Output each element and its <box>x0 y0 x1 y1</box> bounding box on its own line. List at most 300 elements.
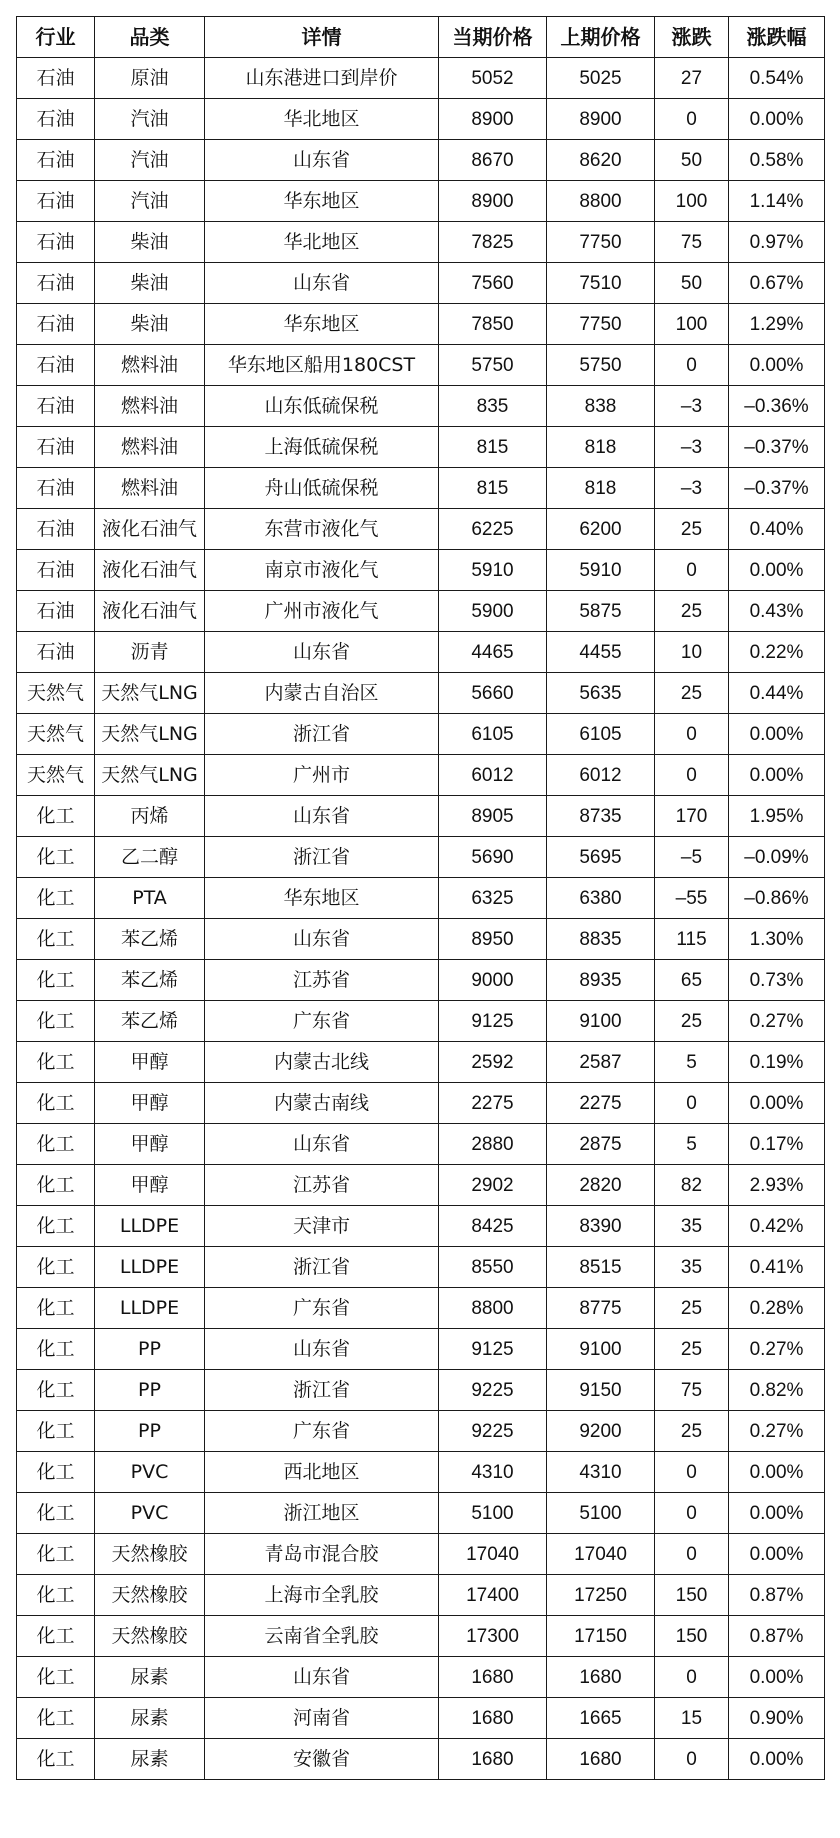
table-row <box>17 1083 825 1124</box>
cell-industry: 化工 <box>17 919 95 960</box>
column-header-current-price: 当期价格 <box>439 17 547 58</box>
cell-category: PP <box>95 1329 205 1370</box>
table-row <box>17 140 825 181</box>
cell-category: 柴油 <box>95 222 205 263</box>
cell-industry: 化工 <box>17 1001 95 1042</box>
cell-industry: 石油 <box>17 468 95 509</box>
cell-industry: 化工 <box>17 1657 95 1698</box>
cell-previous-price: 8620 <box>547 140 655 181</box>
cell-category: 汽油 <box>95 140 205 181</box>
cell-category: 尿素 <box>95 1657 205 1698</box>
cell-previous-price: 1665 <box>547 1698 655 1739</box>
cell-current-price: 9125 <box>439 1001 547 1042</box>
cell-industry: 石油 <box>17 386 95 427</box>
cell-previous-price: 1680 <box>547 1739 655 1780</box>
cell-current-price: 6105 <box>439 714 547 755</box>
cell-change-percent: 0.00% <box>729 1657 825 1698</box>
table-row <box>17 837 825 878</box>
cell-previous-price: 7750 <box>547 222 655 263</box>
cell-change: 0 <box>655 755 729 796</box>
cell-detail: 天津市 <box>205 1206 439 1247</box>
cell-change: 5 <box>655 1042 729 1083</box>
table-row <box>17 99 825 140</box>
cell-industry: 石油 <box>17 304 95 345</box>
cell-category: 苯乙烯 <box>95 1001 205 1042</box>
cell-detail: 华东地区船用180CST <box>205 345 439 386</box>
cell-change-percent: 0.43% <box>729 591 825 632</box>
cell-detail: 浙江省 <box>205 714 439 755</box>
cell-change: –3 <box>655 427 729 468</box>
cell-previous-price: 2875 <box>547 1124 655 1165</box>
table-row <box>17 1247 825 1288</box>
cell-detail: 山东省 <box>205 1329 439 1370</box>
table-row <box>17 1452 825 1493</box>
cell-current-price: 1680 <box>439 1657 547 1698</box>
cell-industry: 化工 <box>17 1124 95 1165</box>
cell-change: 170 <box>655 796 729 837</box>
cell-detail: 上海低硫保税 <box>205 427 439 468</box>
cell-previous-price: 7510 <box>547 263 655 304</box>
cell-category: 燃料油 <box>95 386 205 427</box>
cell-current-price: 7850 <box>439 304 547 345</box>
cell-detail: 南京市液化气 <box>205 550 439 591</box>
cell-detail: 浙江省 <box>205 1247 439 1288</box>
cell-change: 25 <box>655 1001 729 1042</box>
cell-detail: 江苏省 <box>205 960 439 1001</box>
cell-change-percent: 0.58% <box>729 140 825 181</box>
cell-change-percent: 1.95% <box>729 796 825 837</box>
header-row <box>17 17 825 58</box>
cell-previous-price: 9200 <box>547 1411 655 1452</box>
cell-industry: 石油 <box>17 550 95 591</box>
cell-change: 150 <box>655 1616 729 1657</box>
cell-industry: 石油 <box>17 427 95 468</box>
table-row <box>17 1534 825 1575</box>
table-row <box>17 509 825 550</box>
cell-change-percent: 0.54% <box>729 58 825 99</box>
cell-change: 0 <box>655 1083 729 1124</box>
cell-previous-price: 9100 <box>547 1329 655 1370</box>
cell-current-price: 5910 <box>439 550 547 591</box>
cell-detail: 西北地区 <box>205 1452 439 1493</box>
cell-previous-price: 8800 <box>547 181 655 222</box>
cell-previous-price: 5875 <box>547 591 655 632</box>
cell-change: 27 <box>655 58 729 99</box>
cell-change-percent: 0.00% <box>729 345 825 386</box>
cell-previous-price: 8735 <box>547 796 655 837</box>
table-row <box>17 796 825 837</box>
table-row <box>17 1411 825 1452</box>
cell-previous-price: 1680 <box>547 1657 655 1698</box>
cell-change: 0 <box>655 1534 729 1575</box>
cell-detail: 华东地区 <box>205 878 439 919</box>
cell-change-percent: 0.97% <box>729 222 825 263</box>
cell-previous-price: 8390 <box>547 1206 655 1247</box>
cell-previous-price: 2820 <box>547 1165 655 1206</box>
table-row <box>17 1124 825 1165</box>
cell-change: –55 <box>655 878 729 919</box>
cell-previous-price: 2275 <box>547 1083 655 1124</box>
cell-industry: 石油 <box>17 345 95 386</box>
cell-current-price: 9125 <box>439 1329 547 1370</box>
cell-industry: 石油 <box>17 632 95 673</box>
cell-change-percent: 0.27% <box>729 1411 825 1452</box>
cell-industry: 化工 <box>17 1575 95 1616</box>
cell-current-price: 5052 <box>439 58 547 99</box>
cell-change: –5 <box>655 837 729 878</box>
cell-current-price: 2880 <box>439 1124 547 1165</box>
cell-industry: 化工 <box>17 1493 95 1534</box>
table-row <box>17 1370 825 1411</box>
table-row <box>17 181 825 222</box>
cell-current-price: 815 <box>439 468 547 509</box>
cell-industry: 天然气 <box>17 755 95 796</box>
cell-detail: 广州市液化气 <box>205 591 439 632</box>
cell-change: 65 <box>655 960 729 1001</box>
table-row <box>17 1001 825 1042</box>
table-row <box>17 1739 825 1780</box>
cell-category: 甲醇 <box>95 1165 205 1206</box>
cell-change-percent: –0.37% <box>729 468 825 509</box>
cell-current-price: 6325 <box>439 878 547 919</box>
cell-category: PTA <box>95 878 205 919</box>
table-row <box>17 755 825 796</box>
cell-change: 0 <box>655 550 729 591</box>
cell-category: 柴油 <box>95 263 205 304</box>
cell-change: 82 <box>655 1165 729 1206</box>
table-row <box>17 1616 825 1657</box>
table-row <box>17 427 825 468</box>
column-header-previous-price: 上期价格 <box>547 17 655 58</box>
cell-current-price: 8900 <box>439 181 547 222</box>
cell-change: 75 <box>655 1370 729 1411</box>
cell-change-percent: 0.27% <box>729 1329 825 1370</box>
cell-category: PP <box>95 1370 205 1411</box>
cell-industry: 石油 <box>17 181 95 222</box>
cell-current-price: 5750 <box>439 345 547 386</box>
cell-previous-price: 6380 <box>547 878 655 919</box>
cell-current-price: 7825 <box>439 222 547 263</box>
cell-industry: 石油 <box>17 509 95 550</box>
table-body <box>17 58 825 1780</box>
cell-category: 液化石油气 <box>95 509 205 550</box>
cell-detail: 安徽省 <box>205 1739 439 1780</box>
cell-category: 天然橡胶 <box>95 1575 205 1616</box>
cell-industry: 石油 <box>17 222 95 263</box>
cell-category: 天然橡胶 <box>95 1534 205 1575</box>
table-row <box>17 386 825 427</box>
cell-change-percent: 1.14% <box>729 181 825 222</box>
cell-previous-price: 9150 <box>547 1370 655 1411</box>
cell-detail: 山东省 <box>205 140 439 181</box>
cell-current-price: 8800 <box>439 1288 547 1329</box>
cell-change-percent: 1.30% <box>729 919 825 960</box>
cell-category: 燃料油 <box>95 427 205 468</box>
cell-previous-price: 818 <box>547 468 655 509</box>
cell-industry: 化工 <box>17 1042 95 1083</box>
cell-category: 燃料油 <box>95 468 205 509</box>
cell-previous-price: 8900 <box>547 99 655 140</box>
cell-change: 35 <box>655 1206 729 1247</box>
cell-industry: 化工 <box>17 1165 95 1206</box>
cell-change: 75 <box>655 222 729 263</box>
cell-category: 天然气LNG <box>95 673 205 714</box>
cell-category: 尿素 <box>95 1698 205 1739</box>
cell-detail: 山东省 <box>205 1657 439 1698</box>
cell-change: 25 <box>655 509 729 550</box>
cell-industry: 石油 <box>17 58 95 99</box>
table-row <box>17 632 825 673</box>
cell-current-price: 6225 <box>439 509 547 550</box>
cell-previous-price: 5695 <box>547 837 655 878</box>
cell-change-percent: 0.00% <box>729 99 825 140</box>
cell-category: 苯乙烯 <box>95 919 205 960</box>
cell-change-percent: 0.00% <box>729 1739 825 1780</box>
cell-change: 0 <box>655 1739 729 1780</box>
cell-detail: 上海市全乳胶 <box>205 1575 439 1616</box>
table-row <box>17 1288 825 1329</box>
cell-current-price: 8905 <box>439 796 547 837</box>
cell-change-percent: –0.36% <box>729 386 825 427</box>
cell-current-price: 5100 <box>439 1493 547 1534</box>
table-row <box>17 58 825 99</box>
cell-industry: 化工 <box>17 1370 95 1411</box>
cell-detail: 山东低硫保税 <box>205 386 439 427</box>
cell-change-percent: 0.17% <box>729 1124 825 1165</box>
cell-industry: 化工 <box>17 1739 95 1780</box>
cell-category: 液化石油气 <box>95 550 205 591</box>
cell-previous-price: 5100 <box>547 1493 655 1534</box>
table-row <box>17 468 825 509</box>
cell-category: 原油 <box>95 58 205 99</box>
cell-category: PP <box>95 1411 205 1452</box>
cell-category: 汽油 <box>95 181 205 222</box>
cell-change-percent: 0.40% <box>729 509 825 550</box>
table-container <box>16 16 825 1780</box>
cell-industry: 天然气 <box>17 714 95 755</box>
cell-change-percent: 0.00% <box>729 1083 825 1124</box>
cell-change-percent: 0.00% <box>729 1534 825 1575</box>
cell-current-price: 1680 <box>439 1698 547 1739</box>
table-row <box>17 263 825 304</box>
cell-detail: 广东省 <box>205 1411 439 1452</box>
table-row <box>17 714 825 755</box>
cell-change: 10 <box>655 632 729 673</box>
cell-category: 燃料油 <box>95 345 205 386</box>
cell-change-percent: 0.73% <box>729 960 825 1001</box>
cell-change-percent: 1.29% <box>729 304 825 345</box>
cell-previous-price: 17250 <box>547 1575 655 1616</box>
cell-industry: 石油 <box>17 99 95 140</box>
cell-detail: 内蒙古自治区 <box>205 673 439 714</box>
table-row <box>17 673 825 714</box>
cell-change: 0 <box>655 1452 729 1493</box>
cell-change: 50 <box>655 140 729 181</box>
cell-change-percent: 0.19% <box>729 1042 825 1083</box>
cell-category: LLDPE <box>95 1206 205 1247</box>
table-row <box>17 1698 825 1739</box>
cell-previous-price: 6105 <box>547 714 655 755</box>
cell-category: 甲醇 <box>95 1042 205 1083</box>
cell-detail: 山东省 <box>205 919 439 960</box>
cell-category: 汽油 <box>95 99 205 140</box>
cell-detail: 云南省全乳胶 <box>205 1616 439 1657</box>
cell-industry: 天然气 <box>17 673 95 714</box>
column-header-detail: 详情 <box>205 17 439 58</box>
cell-change-percent: 0.00% <box>729 1452 825 1493</box>
cell-previous-price: 7750 <box>547 304 655 345</box>
cell-change: 0 <box>655 1493 729 1534</box>
table-row <box>17 1575 825 1616</box>
cell-current-price: 8550 <box>439 1247 547 1288</box>
cell-previous-price: 818 <box>547 427 655 468</box>
table-row <box>17 1493 825 1534</box>
cell-change: 0 <box>655 714 729 755</box>
cell-industry: 石油 <box>17 591 95 632</box>
cell-change: –3 <box>655 386 729 427</box>
cell-industry: 化工 <box>17 1698 95 1739</box>
column-header-change: 涨跌 <box>655 17 729 58</box>
cell-detail: 江苏省 <box>205 1165 439 1206</box>
cell-detail: 山东港进口到岸价 <box>205 58 439 99</box>
cell-change-percent: 0.27% <box>729 1001 825 1042</box>
cell-industry: 化工 <box>17 1452 95 1493</box>
table-row <box>17 960 825 1001</box>
table-row <box>17 878 825 919</box>
cell-change-percent: 0.44% <box>729 673 825 714</box>
cell-current-price: 2275 <box>439 1083 547 1124</box>
cell-detail: 山东省 <box>205 796 439 837</box>
cell-change: 0 <box>655 99 729 140</box>
cell-current-price: 2592 <box>439 1042 547 1083</box>
table-row <box>17 919 825 960</box>
cell-industry: 化工 <box>17 1083 95 1124</box>
cell-previous-price: 6200 <box>547 509 655 550</box>
cell-detail: 华东地区 <box>205 304 439 345</box>
cell-previous-price: 2587 <box>547 1042 655 1083</box>
cell-industry: 化工 <box>17 1206 95 1247</box>
cell-industry: 化工 <box>17 960 95 1001</box>
cell-previous-price: 5025 <box>547 58 655 99</box>
cell-current-price: 8670 <box>439 140 547 181</box>
cell-current-price: 17400 <box>439 1575 547 1616</box>
cell-change: 25 <box>655 1329 729 1370</box>
column-header-industry: 行业 <box>17 17 95 58</box>
cell-category: 天然橡胶 <box>95 1616 205 1657</box>
table-row <box>17 1657 825 1698</box>
cell-detail: 河南省 <box>205 1698 439 1739</box>
cell-previous-price: 838 <box>547 386 655 427</box>
cell-detail: 浙江地区 <box>205 1493 439 1534</box>
cell-change: –3 <box>655 468 729 509</box>
table-row <box>17 345 825 386</box>
cell-previous-price: 8835 <box>547 919 655 960</box>
table-row <box>17 1329 825 1370</box>
table-row <box>17 1206 825 1247</box>
cell-change-percent: –0.37% <box>729 427 825 468</box>
cell-current-price: 17040 <box>439 1534 547 1575</box>
column-header-change-percent: 涨跌幅 <box>729 17 825 58</box>
cell-detail: 浙江省 <box>205 837 439 878</box>
cell-change-percent: 0.28% <box>729 1288 825 1329</box>
cell-change-percent: 0.67% <box>729 263 825 304</box>
cell-current-price: 8425 <box>439 1206 547 1247</box>
cell-change-percent: 0.00% <box>729 755 825 796</box>
cell-previous-price: 17040 <box>547 1534 655 1575</box>
cell-change-percent: 0.41% <box>729 1247 825 1288</box>
cell-change-percent: 2.93% <box>729 1165 825 1206</box>
cell-change: 100 <box>655 181 729 222</box>
cell-detail: 广州市 <box>205 755 439 796</box>
cell-category: 天然气LNG <box>95 755 205 796</box>
cell-previous-price: 4455 <box>547 632 655 673</box>
cell-detail: 华北地区 <box>205 99 439 140</box>
cell-detail: 东营市液化气 <box>205 509 439 550</box>
cell-detail: 广东省 <box>205 1001 439 1042</box>
cell-change: 115 <box>655 919 729 960</box>
cell-industry: 化工 <box>17 1329 95 1370</box>
price-table <box>16 16 825 1780</box>
cell-change-percent: 0.00% <box>729 1493 825 1534</box>
cell-detail: 内蒙古北线 <box>205 1042 439 1083</box>
table-row <box>17 550 825 591</box>
cell-previous-price: 5635 <box>547 673 655 714</box>
cell-current-price: 835 <box>439 386 547 427</box>
cell-industry: 化工 <box>17 837 95 878</box>
cell-previous-price: 17150 <box>547 1616 655 1657</box>
cell-change-percent: 0.42% <box>729 1206 825 1247</box>
cell-change: 50 <box>655 263 729 304</box>
cell-category: PVC <box>95 1493 205 1534</box>
cell-previous-price: 5910 <box>547 550 655 591</box>
table-row <box>17 304 825 345</box>
cell-change-percent: 0.00% <box>729 550 825 591</box>
cell-detail: 青岛市混合胶 <box>205 1534 439 1575</box>
cell-detail: 山东省 <box>205 1124 439 1165</box>
cell-change: 150 <box>655 1575 729 1616</box>
table-header <box>17 17 825 58</box>
cell-current-price: 17300 <box>439 1616 547 1657</box>
cell-industry: 化工 <box>17 1288 95 1329</box>
table-row <box>17 591 825 632</box>
cell-current-price: 815 <box>439 427 547 468</box>
cell-detail: 舟山低硫保税 <box>205 468 439 509</box>
cell-current-price: 7560 <box>439 263 547 304</box>
cell-change: 25 <box>655 591 729 632</box>
cell-current-price: 2902 <box>439 1165 547 1206</box>
cell-industry: 化工 <box>17 1616 95 1657</box>
cell-industry: 化工 <box>17 1534 95 1575</box>
cell-detail: 华东地区 <box>205 181 439 222</box>
cell-change: 0 <box>655 345 729 386</box>
cell-detail: 内蒙古南线 <box>205 1083 439 1124</box>
cell-detail: 广东省 <box>205 1288 439 1329</box>
cell-previous-price: 6012 <box>547 755 655 796</box>
cell-industry: 化工 <box>17 796 95 837</box>
cell-change: 5 <box>655 1124 729 1165</box>
cell-change-percent: –0.09% <box>729 837 825 878</box>
cell-previous-price: 5750 <box>547 345 655 386</box>
cell-change: 25 <box>655 673 729 714</box>
cell-change: 35 <box>655 1247 729 1288</box>
cell-category: 天然气LNG <box>95 714 205 755</box>
cell-category: PVC <box>95 1452 205 1493</box>
cell-category: 甲醇 <box>95 1083 205 1124</box>
cell-current-price: 9225 <box>439 1411 547 1452</box>
cell-detail: 山东省 <box>205 632 439 673</box>
cell-category: 乙二醇 <box>95 837 205 878</box>
table-row <box>17 1042 825 1083</box>
